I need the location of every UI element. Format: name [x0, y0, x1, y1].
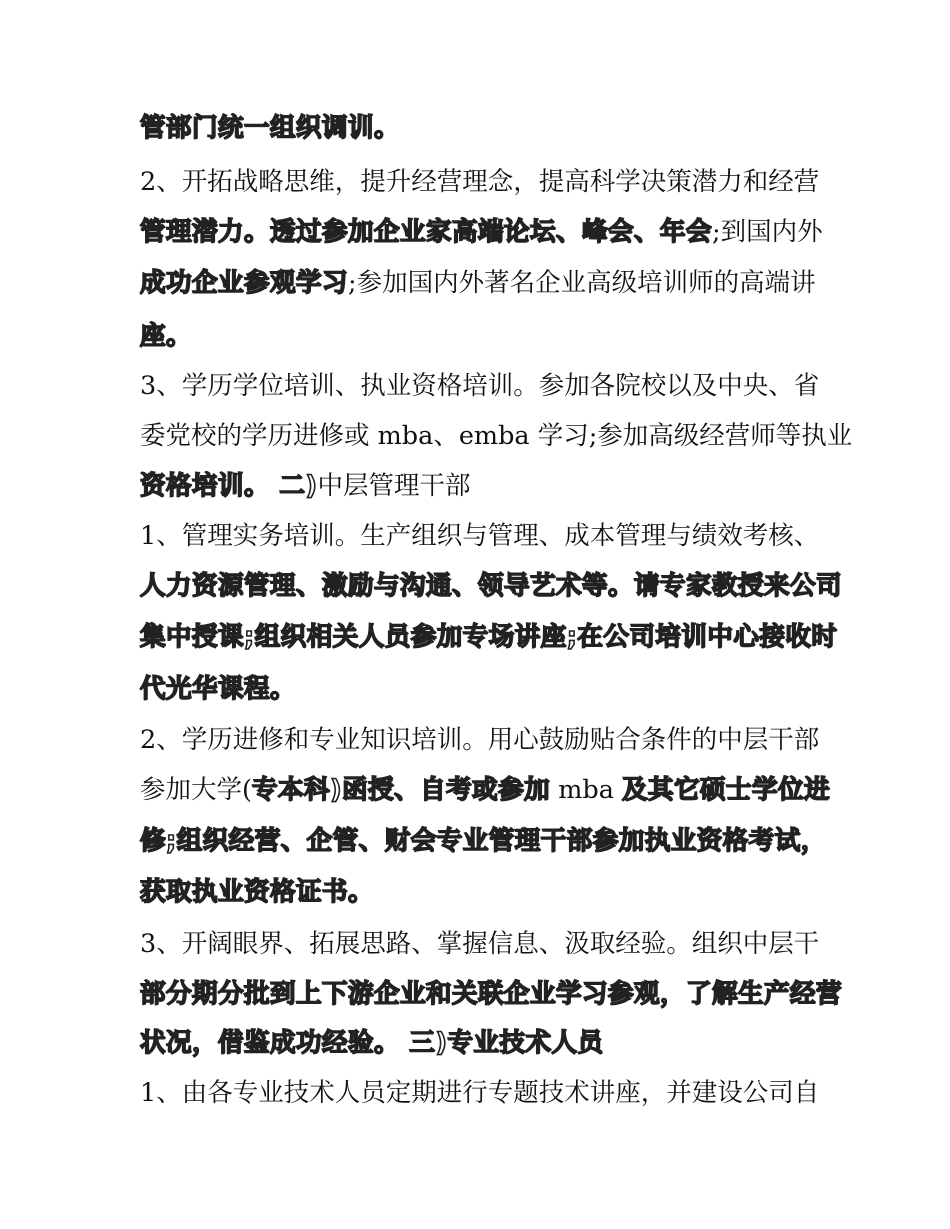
text-line: [140, 212, 823, 252]
line-text: 中层管理干部: [317, 471, 471, 501]
outlined-text: 成功企业参观学习: [140, 268, 349, 298]
outlined-text: 专本科)函授、自考或参加: [251, 775, 551, 805]
text-line: [140, 720, 819, 760]
text-line: [140, 1023, 604, 1063]
outlined-text: 人力资源管理、激励与沟通、领导艺术等。请专家教授来公司: [140, 571, 843, 601]
outlined-text: 获取执业资格证书。: [140, 877, 375, 907]
text-line: [140, 770, 830, 810]
text-line: [140, 162, 819, 202]
text-line: [140, 974, 842, 1014]
text-line: [140, 416, 852, 456]
outlined-text: 管理潜力。透过参加企业家高端论坛、峰会、年会: [140, 217, 713, 247]
line-text: 3、学历学位培训、执业资格培训。参加各院校以及中央、省: [140, 371, 820, 401]
text-line: [140, 617, 837, 657]
text-line: [140, 316, 192, 356]
text-line: [140, 466, 471, 506]
outlined-text: 管部门统一组织调训。: [140, 113, 401, 143]
outlined-text: 状况，借鉴成功经验。 三)专业技术人员: [140, 1028, 604, 1058]
outlined-text: 资格培训。 二): [140, 471, 318, 501]
text-line: [140, 566, 842, 606]
line-text: 1、由各专业技术人员定期进行专题技术讲座，并建设公司自: [140, 1078, 820, 1108]
text-line: [140, 108, 400, 148]
text-line: [140, 1073, 819, 1113]
text-line: [140, 516, 819, 556]
text-line: [140, 263, 816, 303]
outlined-text: 部分期分批到上下游企业和关联企业学习参观，了解生产经营: [140, 979, 843, 1009]
line-text: 委党校的学历进修或 mba、emba 学习;参加高级经营师等执业: [140, 421, 853, 451]
text-line: [140, 366, 819, 406]
line-text: mba: [550, 775, 623, 805]
outlined-text: 集中授课;组织相关人员参加专场讲座;在公司培训中心接收时: [140, 622, 838, 652]
outlined-text: 及其它硕士学位进: [622, 775, 831, 805]
outlined-text: 代光华课程。: [140, 674, 297, 704]
line-text: 2、开拓战略思维，提升经营理念，提高科学决策潜力和经营: [140, 167, 820, 197]
text-line: [140, 821, 827, 861]
outlined-text: 修;组织经营、企管、财会专业管理干部参加执业资格考试，: [140, 826, 827, 856]
line-text: 1、管理实务培训。生产组织与管理、成本管理与绩效考核、: [140, 521, 820, 551]
line-text: ;到国内外: [712, 217, 823, 247]
text-line: [140, 924, 819, 964]
text-line: [140, 872, 374, 912]
text-line: [140, 669, 296, 709]
line-text: 3、开阔眼界、拓展思路、掌握信息、汲取经验。组织中层干: [140, 929, 820, 959]
outlined-text: 座。: [140, 321, 193, 351]
line-text: 参加大学(: [140, 775, 252, 805]
line-text: 2、学历进修和专业知识培训。用心鼓励贴合条件的中层干部: [140, 725, 820, 755]
line-text: ;参加国内外著名企业高级培训师的高端讲: [348, 268, 816, 298]
